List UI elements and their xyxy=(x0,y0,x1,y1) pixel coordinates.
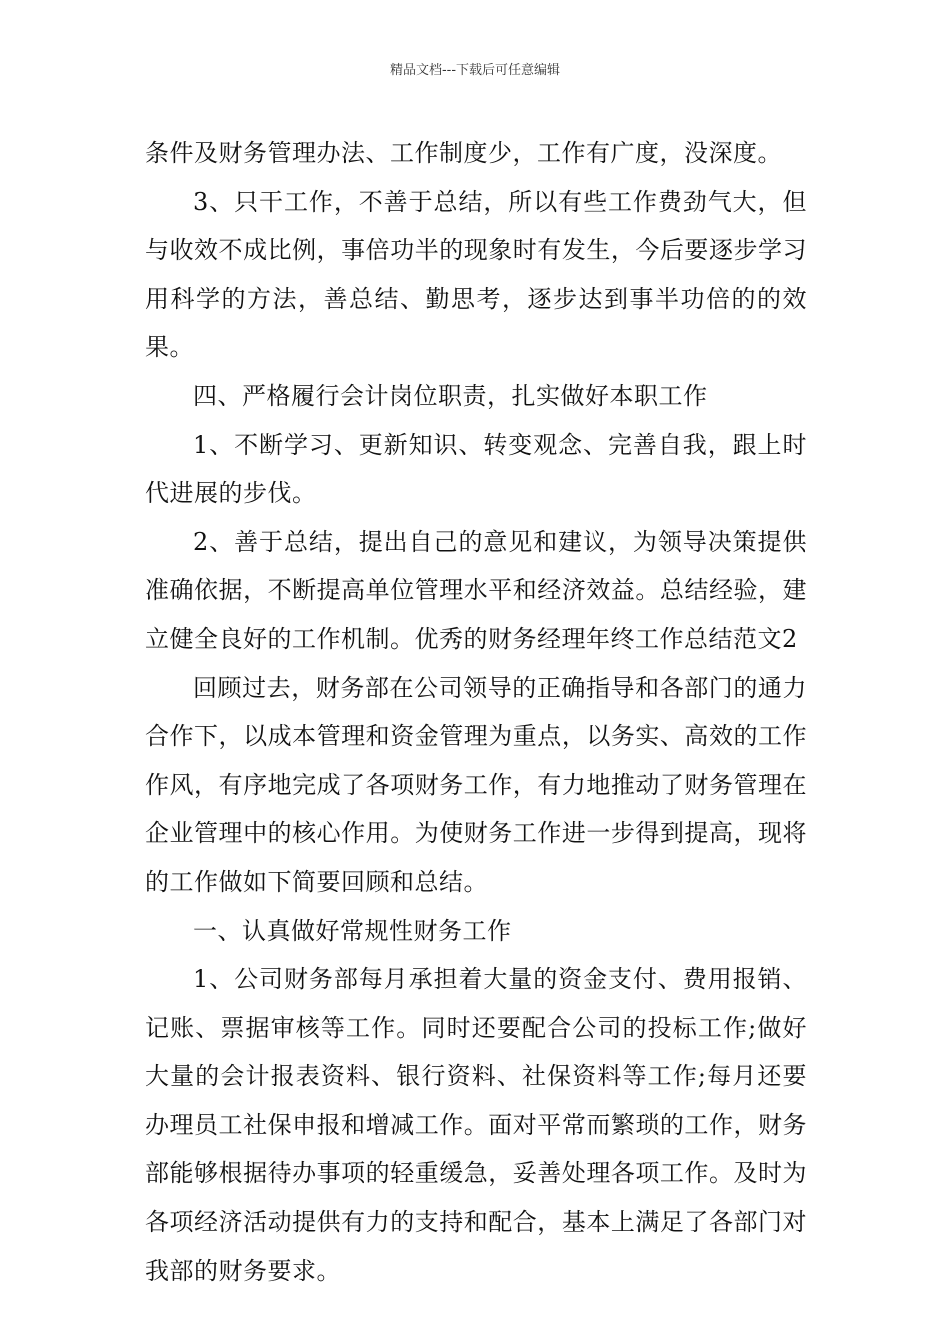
page-header: 精品文档---下载后可任意编辑 xyxy=(389,63,561,78)
paragraph-5: 2、善于总结，提出自己的意见和建议，为领导决策提供准确依据，不断提高单位管理水平和经济效益。总结经验，建立健全良好的工作机制。优秀的财务经理年终工作总结范文2 xyxy=(145,527,807,653)
section-heading-1: 一、认真做好常规性财务工作 xyxy=(193,916,512,945)
paragraph-1: 条件及财务管理办法、工作制度少，工作有广度，没深度。 xyxy=(145,139,782,167)
section-heading-4: 四、严格履行会计岗位职责，扎实做好本职工作 xyxy=(193,381,708,410)
paragraph-8: 1、公司财务部每月承担着大量的资金支付、费用报销、记账、票据审核等工作。同时还要配合公司的投标工作;做好大量的会计报表资料、银行资料、社保资料等工作;每月还要办理员工社保申报和增减工作。面对平常而繁琐的工作，财务部能够根据待办事项的轻重缓急，妥善处理各项工作。及时为各项经济活动提供有力的支持和配合，基本上满足了各部门对我部的财务要求。 xyxy=(145,965,807,1285)
paragraph-6: 回顾过去，财务部在公司领导的正确指导和各部门的通力合作下，以成本管理和资金管理为重点，以务实、高效的工作作风，有序地完成了各项财务工作，有力地推动了财务管理在企业管理中的核心作用。为使财务工作进一步得到提高，现将的工作做如下简要回顾和总结。 xyxy=(145,673,807,896)
paragraph-2: 3、只干工作，不善于总结，所以有些工作费劲气大，但与收效不成比例，事倍功半的现象时有发生，今后要逐步学习用科学的方法，善总结、勤思考，逐步达到事半功倍的的效果。 xyxy=(145,187,807,362)
document-body xyxy=(145,129,807,1295)
paragraph-4: 1、不断学习、更新知识、转变观念、完善自我，跟上时代进展的步伐。 xyxy=(145,430,807,508)
